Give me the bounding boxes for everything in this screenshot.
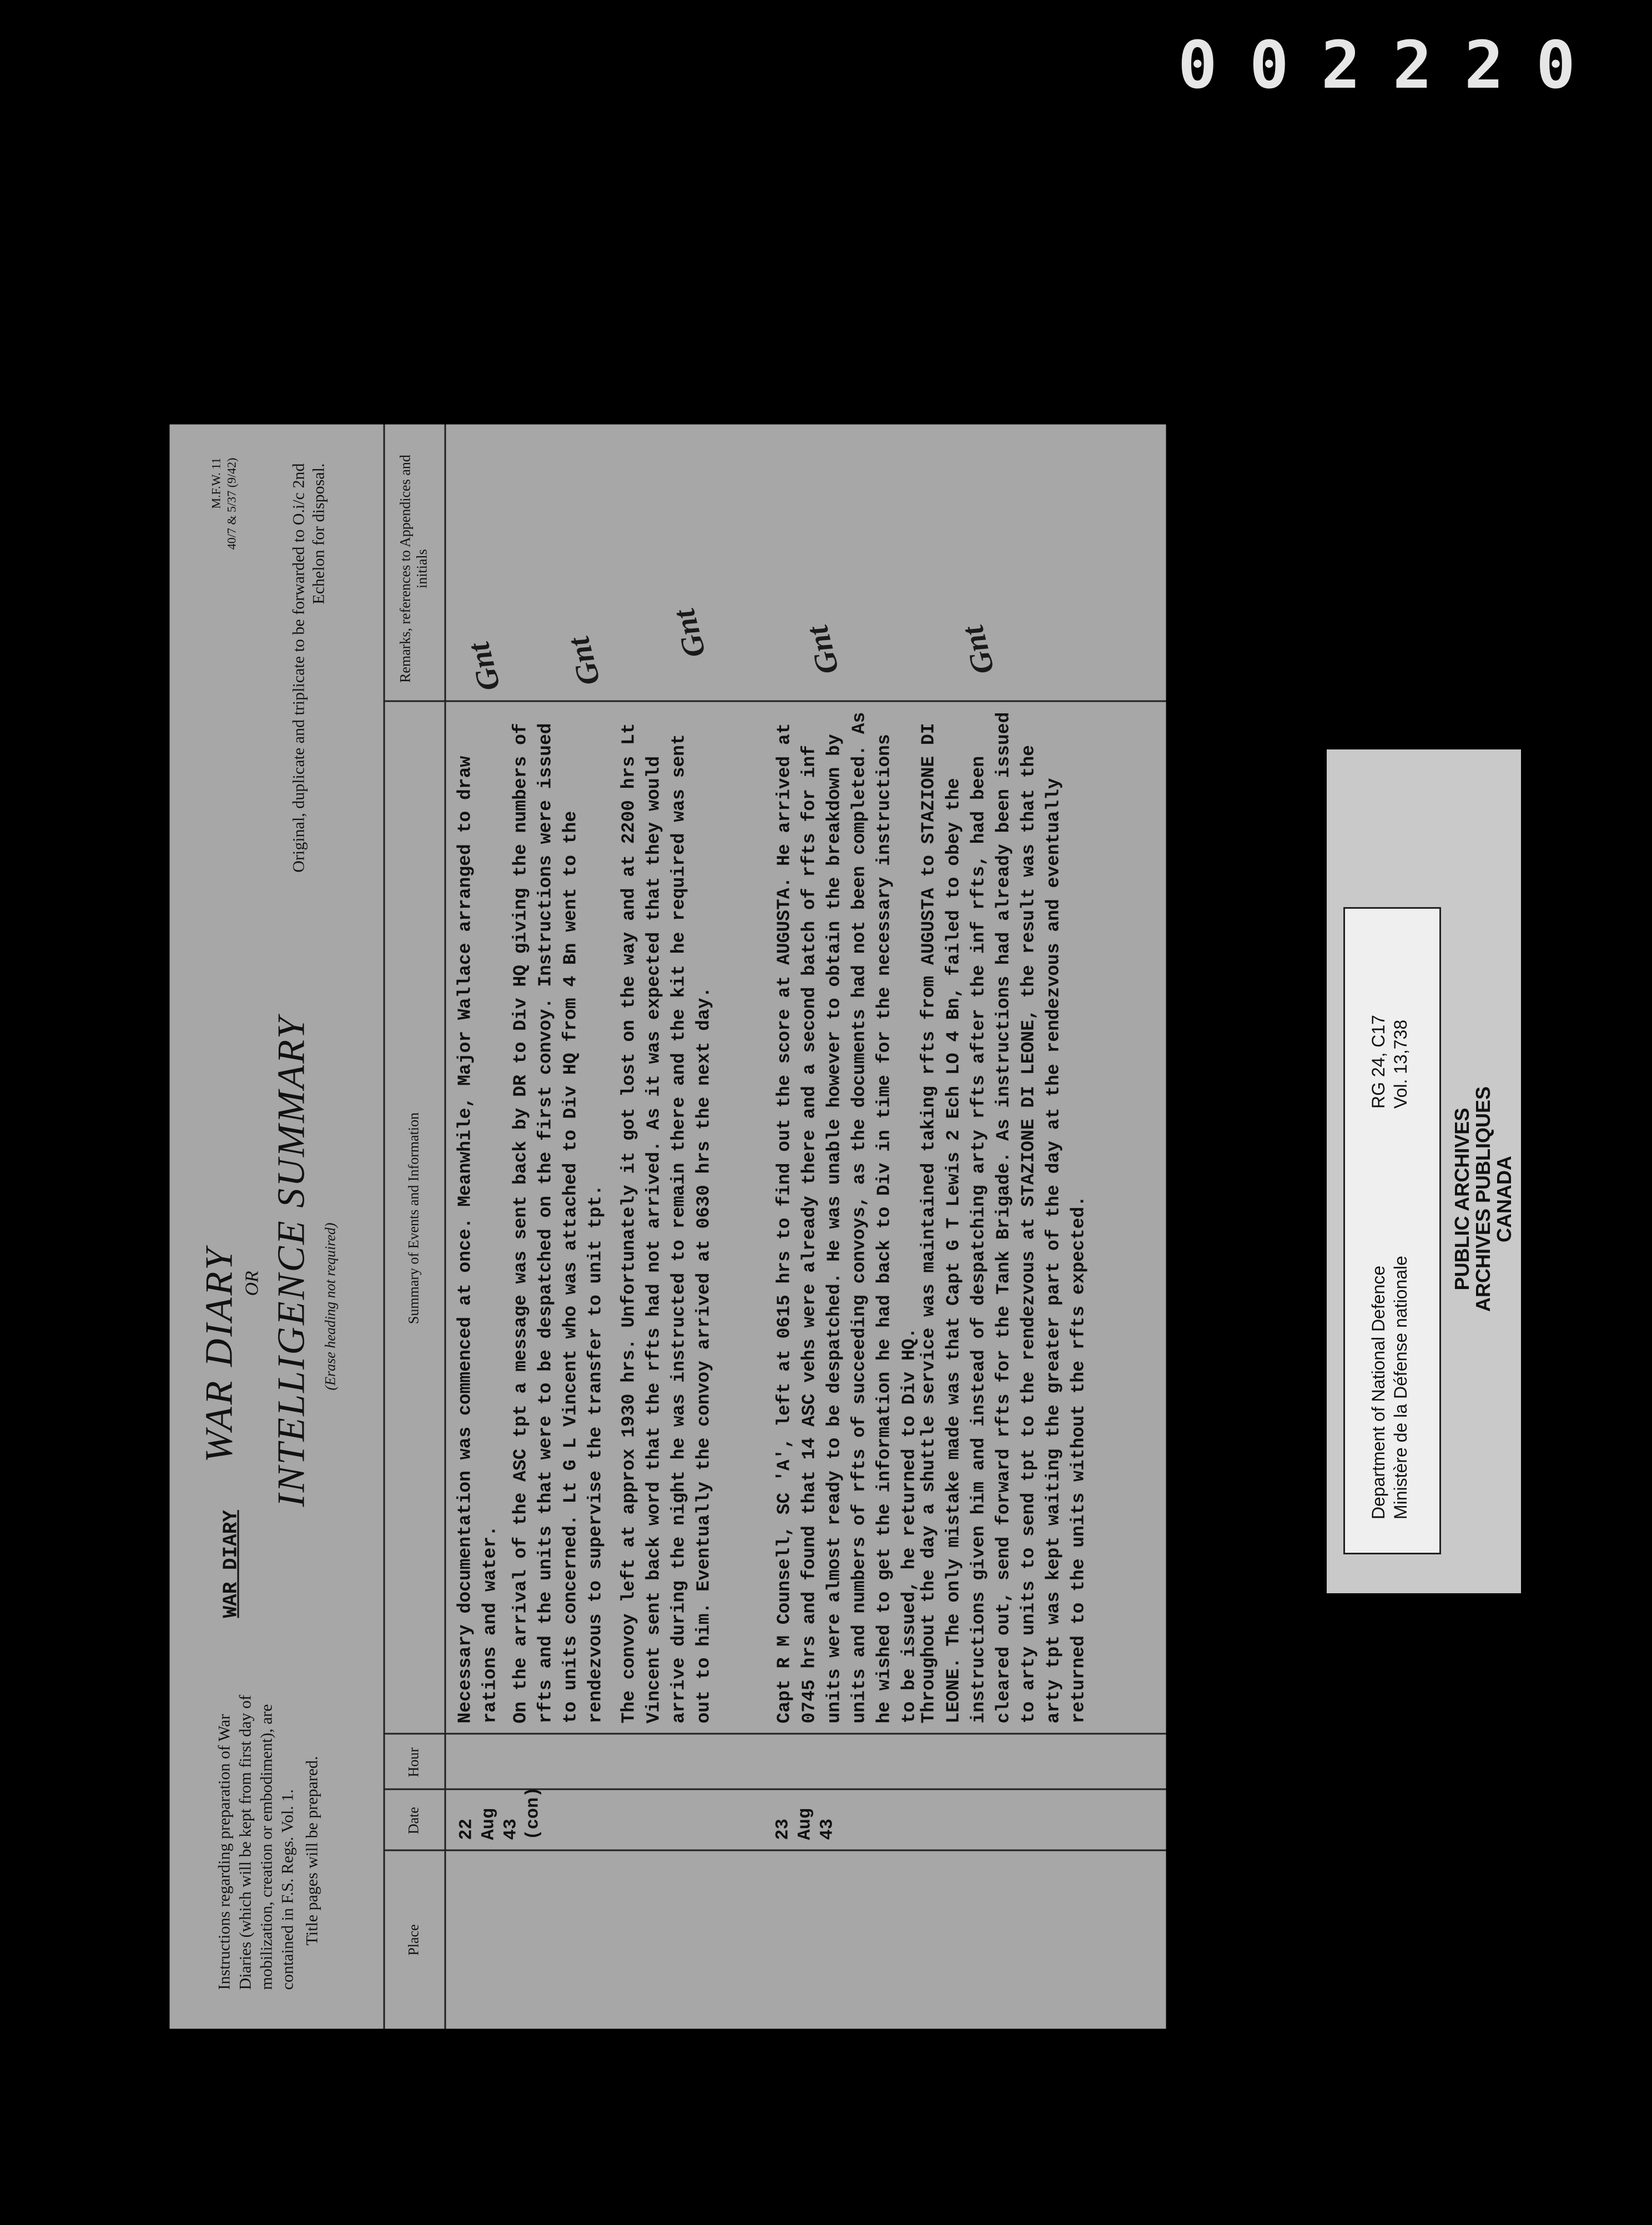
column-header-place: Place (405, 1924, 422, 1956)
archives-stamp (1452, 949, 1515, 1449)
initials-signature: Gnt (461, 638, 507, 695)
form-code: M.F.W. 11 40/7 & 5/37 (9/42) (209, 457, 239, 550)
forwarding-note: Original, duplicate and triplicate to be forwarded to O.i/c 2nd Echelon for disposal. (289, 463, 328, 873)
initials-signature: Gnt (955, 622, 1001, 678)
title-pages-note: Title pages will be prepared. (303, 1756, 321, 1946)
diary-table (384, 425, 1166, 2029)
archives-publiques: ARCHIVES PUBLIQUES (1472, 1086, 1494, 1312)
entry-date: 22 Aug 43 (con) (456, 1786, 543, 1840)
underlined-heading: WAR DIARY (219, 1510, 243, 1618)
title-war-diary: WAR DIARY (198, 1246, 241, 1463)
entry-paragraph: Throughout the day a shuttle service was maintained taking rfts from AUGUSTA to STAZIONE DI LEONE. The only mistake made was that Capt G T Lewis 2 Ech LO 4 Bn, failed to obey the instructions given him and instead of despatching arty rfts after the inf rfts, had been cleared out, send forward rfts for the Tank Brigade. As instructions had already been issued to arty units to send tpt to the rendezvous at STAZIONE DI LEONE, the result was that the arty tpt was kept waiting the greater part of the day at the rendezvous and eventually returned to the units without the rfts expected. (918, 712, 1089, 1724)
department-name (1367, 1256, 1412, 1519)
record-group (1367, 1015, 1412, 1109)
initials-signature: Gnt (561, 633, 607, 689)
department-fr: Ministère de la Défense nationale (1391, 1256, 1411, 1519)
war-diary-sheet (170, 425, 1166, 2029)
entry-paragraph: Capt R M Counsell, SC 'A', left at 0615 hrs to find out the score at AUGUSTA. He arrived at 0745 hrs and found that 14 ASC vehs were already there and a second batch of rfts for inf units were almost ready to be despatched. He was unable however to obtain the breakdown by units and numbers of rfts of succeeding convoys, as the documents had not been completed. As he wished to get the information he had back to Div in time for the necessary instructions to be issued, he returned to Div HQ. (774, 712, 920, 1724)
initials-signature: Gnt (800, 622, 846, 678)
entry-paragraph: The convoy left at approx 1930 hrs. Unfortunately it got lost on the way and at 2200 hrs Lt Vincent sent back word that the rfts had not arrived. As it was expected that they would arrive during the night he was instructed to remain there and the kit he required was sent out to him. Eventually the convoy arrived at 0630 hrs the next day. (618, 723, 714, 1724)
frame-number: 002220 (1177, 27, 1608, 103)
initials-signature: Gnt (667, 605, 713, 662)
column-header-hour: Hour (405, 1747, 422, 1778)
column-header-summary: Summary of Events and Information (405, 1112, 422, 1325)
instructions-note: Instructions regarding preparation of War Diaries (which will be kept from first day of mobilization, creation or embodiment), are contained in F.S. Regs. Vol. 1. (215, 1694, 297, 1990)
title-intelligence-summary: INTELLIGENCE SUMMARY (270, 1015, 313, 1507)
remarks-divider (384, 701, 1166, 702)
canada: CANADA (1493, 1156, 1515, 1242)
hour-divider (384, 1733, 1166, 1735)
erase-heading-note: (Erase heading not required) (322, 1222, 339, 1391)
column-header-date: Date (405, 1806, 422, 1835)
public-archives: PUBLIC ARCHIVES (1450, 1108, 1473, 1291)
entry-paragraph: On the arrival of the ASC tpt a message was sent back by DR to Div HQ giving the numbers of rfts and the units that were to be despatched on the first convoy. Instructions were issued to units concerned. Lt G L Vincent who was attached to Div HQ from 4 Bn went to the rendezvous to supervise the transfer to unit tpt. (510, 723, 606, 1724)
column-header-remarks: Remarks, references to Appendices and initials (397, 455, 430, 683)
archive-label-card (1343, 907, 1441, 1554)
title-or: OR (241, 1271, 263, 1296)
record-group-number: RG 24, C17 (1368, 1015, 1388, 1109)
volume-number: Vol. 13,738 (1391, 1019, 1411, 1109)
entry-date: 23 Aug 43 (772, 1808, 838, 1840)
archive-label (1327, 749, 1521, 1593)
department-en: Department of National Defence (1368, 1265, 1388, 1519)
entry-paragraph: Necessary documentation was commenced at once. Meanwhile, Major Wallace arranged to draw rations and water. (455, 756, 501, 1724)
place-divider (384, 1850, 1166, 1851)
